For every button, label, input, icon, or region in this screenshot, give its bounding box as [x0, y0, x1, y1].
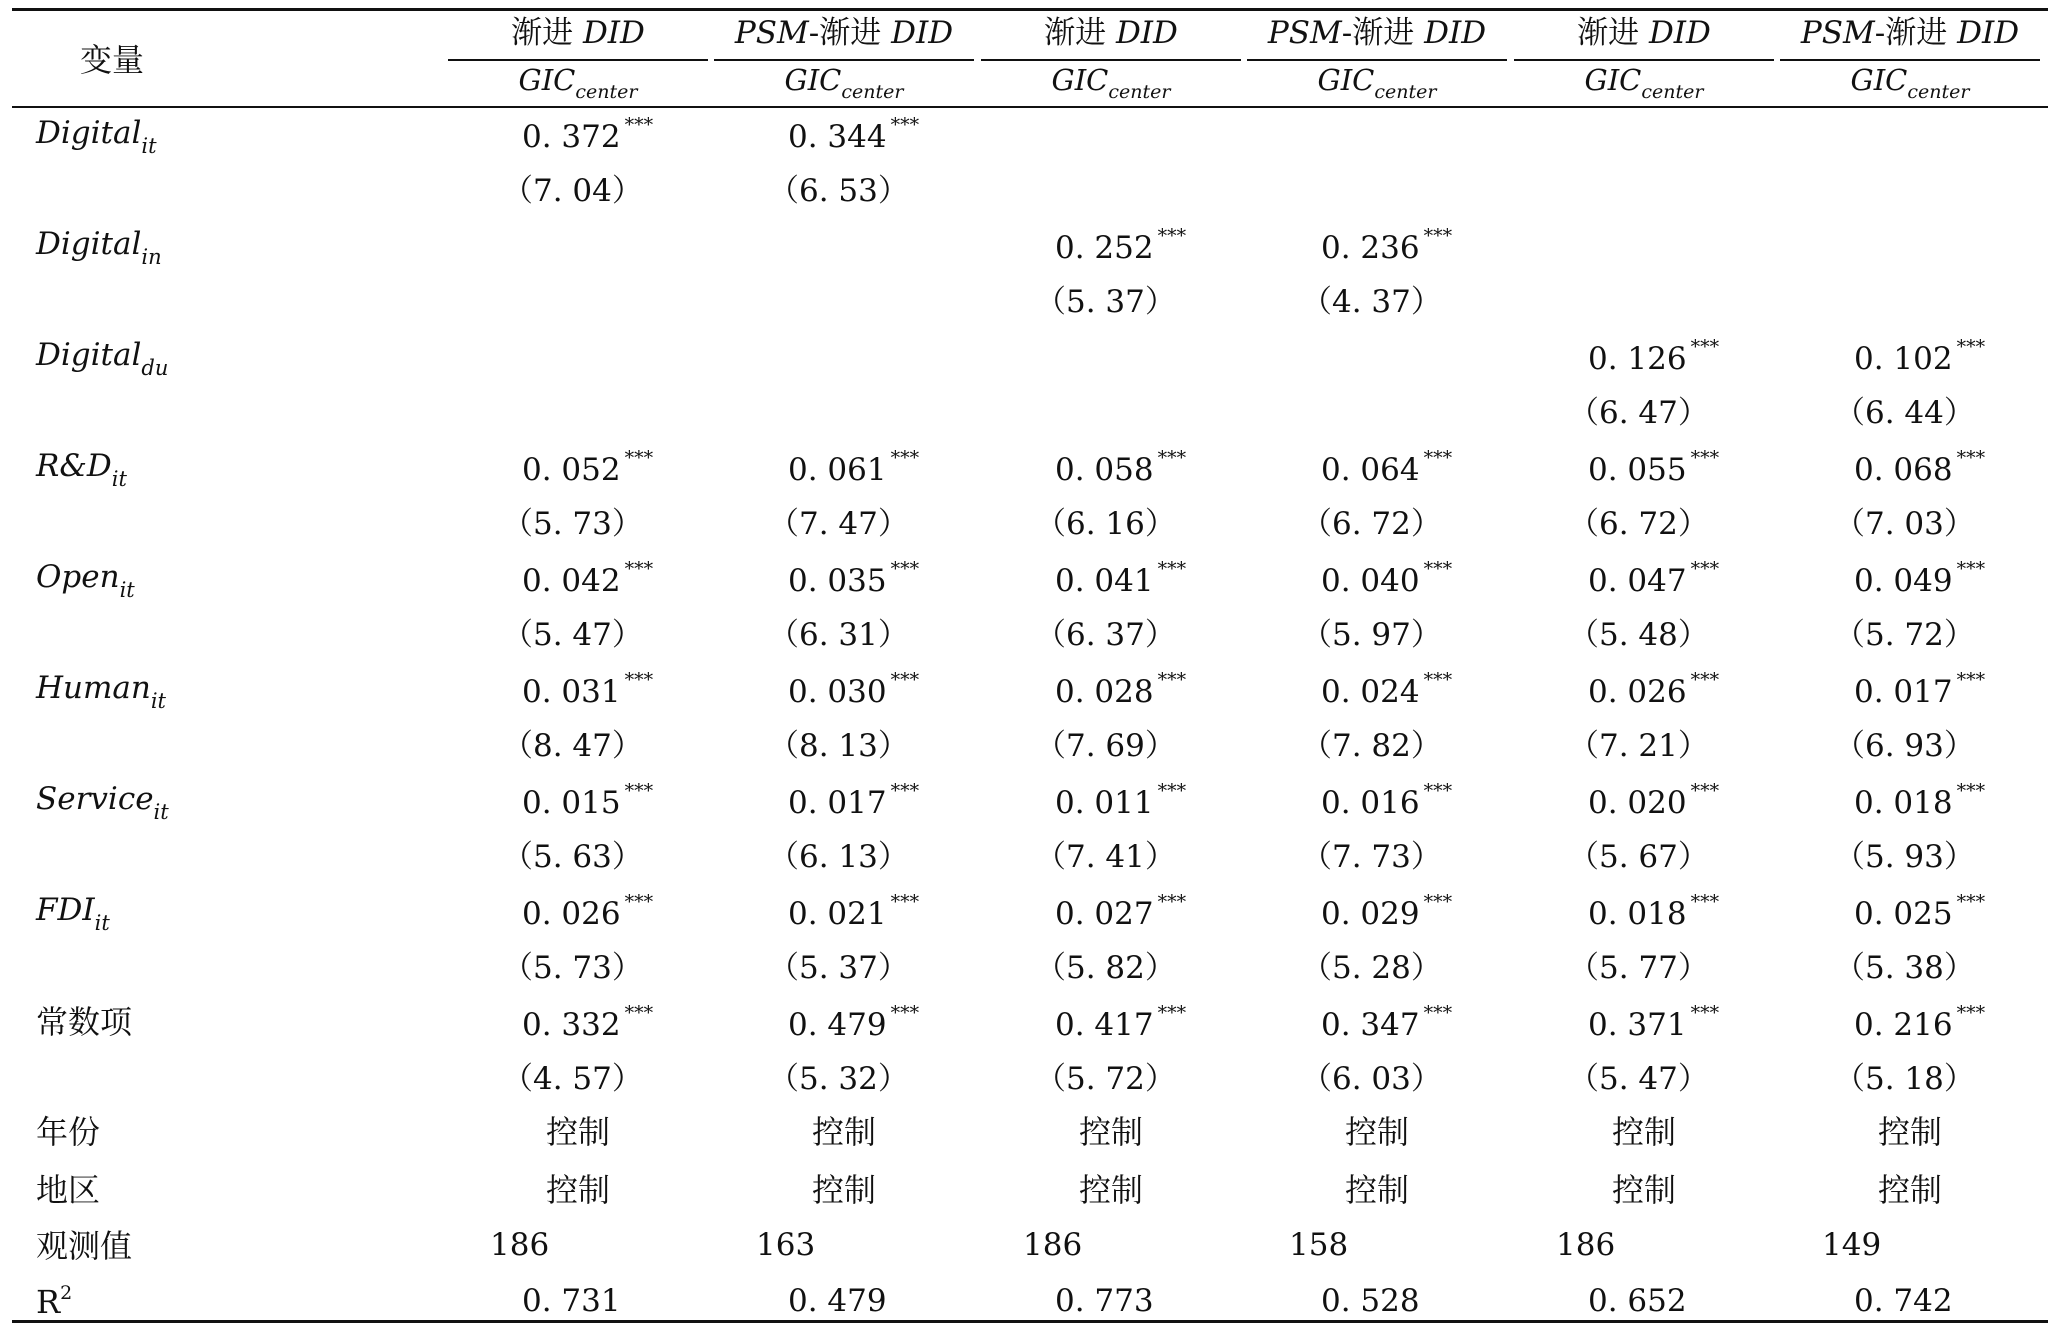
significance-stars: *** — [1956, 558, 1986, 580]
observations-cell: 158 — [1289, 1227, 1349, 1263]
variable-label — [36, 1003, 133, 1041]
coefficient-value: 0. 017 — [788, 785, 887, 821]
coefficient-cell — [522, 780, 654, 821]
t-statistic-cell: （5. 82） — [1035, 950, 1176, 986]
t-statistic-cell: （7. 69） — [1035, 728, 1176, 764]
coefficient-value: 0. 027 — [1055, 896, 1154, 932]
significance-stars: *** — [890, 114, 920, 136]
coefficient-cell — [1055, 225, 1187, 266]
model-name-cn: -渐进 — [808, 15, 892, 51]
coefficient-cell — [1854, 1002, 1986, 1043]
coefficient-cell — [788, 780, 920, 821]
coefficient-value: 0. 016 — [1321, 785, 1420, 821]
model-name-cn: 渐进 — [1044, 15, 1116, 51]
t-statistic-cell: （5. 63） — [502, 839, 643, 875]
coefficient-cell — [1055, 669, 1187, 710]
coefficient-value: 0. 126 — [1588, 341, 1687, 377]
coefficient-cell — [522, 114, 654, 155]
significance-stars: *** — [624, 1002, 654, 1024]
significance-stars: *** — [1157, 447, 1187, 469]
variable-label — [36, 226, 162, 269]
coefficient-value: 0. 017 — [1854, 674, 1953, 710]
coefficient-cell — [1321, 891, 1453, 932]
coefficient-value: 0. 372 — [522, 119, 621, 155]
significance-stars: *** — [1690, 336, 1720, 358]
significance-stars: *** — [1157, 558, 1187, 580]
control-cell: 控制 — [1877, 1113, 1942, 1151]
control-cell: 控制 — [1611, 1113, 1676, 1151]
model-name-cn: -渐进 — [1341, 15, 1425, 51]
dependent-variable-header — [744, 63, 944, 103]
control-label: 地区 — [36, 1171, 101, 1209]
coefficient-value: 0. 018 — [1854, 785, 1953, 821]
coefficient-value: 0. 347 — [1321, 1007, 1420, 1043]
dependent-variable-header — [1810, 63, 2010, 103]
significance-stars: *** — [1956, 447, 1986, 469]
model-name-method: DID — [1957, 15, 2020, 51]
significance-stars: *** — [890, 558, 920, 580]
variable-label — [36, 448, 127, 491]
significance-stars: *** — [1956, 336, 1986, 358]
coefficient-value: 0. 041 — [1055, 563, 1154, 599]
t-statistic-cell: （8. 47） — [502, 728, 643, 764]
model-name-cn: -渐进 — [1874, 15, 1958, 51]
coefficient-cell — [1854, 336, 1986, 377]
significance-stars: *** — [890, 891, 920, 913]
variable-name: Human — [36, 670, 151, 706]
significance-stars: *** — [1690, 447, 1720, 469]
t-statistic-cell: （6. 37） — [1035, 617, 1176, 653]
variable-label — [36, 781, 169, 824]
coefficient-value: 0. 021 — [788, 896, 887, 932]
control-cell: 控制 — [545, 1171, 610, 1209]
variable-name: R&D — [36, 448, 112, 484]
coefficient-value: 0. 018 — [1588, 896, 1687, 932]
coefficient-value: 0. 055 — [1588, 452, 1687, 488]
t-statistic-cell: （5. 72） — [1834, 617, 1975, 653]
t-statistic-cell: （5. 38） — [1834, 950, 1975, 986]
column-group-rule — [1780, 59, 2040, 61]
dependent-variable-name: GIC — [1850, 63, 1908, 97]
t-statistic-cell: （6. 72） — [1301, 506, 1442, 542]
r-squared-cell: 0. 742 — [1854, 1283, 1953, 1319]
t-statistic-cell: （8. 13） — [768, 728, 909, 764]
t-statistic-cell: （7. 47） — [768, 506, 909, 542]
coefficient-cell — [1588, 780, 1720, 821]
coefficient-value: 0. 252 — [1055, 230, 1154, 266]
coefficient-value: 0. 064 — [1321, 452, 1420, 488]
t-statistic-cell: （4. 57） — [502, 1061, 643, 1097]
coefficient-value: 0. 332 — [522, 1007, 621, 1043]
control-cell: 控制 — [545, 1113, 610, 1151]
significance-stars: *** — [890, 669, 920, 691]
variable-column-header: 变量 — [80, 41, 145, 79]
significance-stars: *** — [624, 669, 654, 691]
dependent-variable-name: GIC — [518, 63, 576, 97]
t-statistic-cell: （5. 28） — [1301, 950, 1442, 986]
t-statistic-cell: （5. 77） — [1568, 950, 1709, 986]
significance-stars: *** — [1157, 669, 1187, 691]
coefficient-cell — [1055, 558, 1187, 599]
coefficient-cell — [1854, 558, 1986, 599]
dependent-variable-subscript: center — [1108, 81, 1171, 103]
r-squared-superscript: 2 — [60, 1282, 73, 1304]
dependent-variable-name: GIC — [1317, 63, 1375, 97]
t-statistic-cell: （5. 72） — [1035, 1061, 1176, 1097]
coefficient-value: 0. 042 — [522, 563, 621, 599]
dependent-variable-subscript: center — [841, 81, 904, 103]
variable-name: Digital — [36, 337, 142, 373]
variable-subscript: it — [94, 911, 110, 935]
control-cell: 控制 — [1078, 1113, 1143, 1151]
observations-cell: 186 — [1023, 1227, 1083, 1263]
coefficient-value: 0. 049 — [1854, 563, 1953, 599]
coefficient-value: 0. 236 — [1321, 230, 1420, 266]
coefficient-value: 0. 015 — [522, 785, 621, 821]
t-statistic-cell: （5. 32） — [768, 1061, 909, 1097]
coefficient-cell — [1321, 225, 1453, 266]
coefficient-value: 0. 040 — [1321, 563, 1420, 599]
coefficient-cell — [1854, 669, 1986, 710]
r-squared-cell: 0. 528 — [1321, 1283, 1420, 1319]
coefficient-cell — [1854, 780, 1986, 821]
significance-stars: *** — [1690, 558, 1720, 580]
t-statistic-cell: （7. 21） — [1568, 728, 1709, 764]
coefficient-cell — [1588, 669, 1720, 710]
t-statistic-cell: （5. 93） — [1834, 839, 1975, 875]
significance-stars: *** — [1157, 1002, 1187, 1024]
t-statistic-cell: （6. 03） — [1301, 1061, 1442, 1097]
t-statistic-cell: （4. 37） — [1301, 284, 1442, 320]
t-statistic-cell: （5. 97） — [1301, 617, 1442, 653]
t-statistic-cell: （6. 47） — [1568, 395, 1709, 431]
significance-stars: *** — [890, 780, 920, 802]
model-name-header — [1750, 15, 2048, 51]
coefficient-cell — [522, 669, 654, 710]
significance-stars: *** — [1956, 780, 1986, 802]
variable-name: Open — [36, 559, 120, 595]
significance-stars: *** — [1956, 669, 1986, 691]
t-statistic-cell: （5. 37） — [1035, 284, 1176, 320]
coefficient-value: 0. 024 — [1321, 674, 1420, 710]
control-cell: 控制 — [811, 1171, 876, 1209]
variable-subscript: in — [141, 245, 162, 269]
coefficient-cell — [1321, 669, 1453, 710]
control-label: 年份 — [36, 1113, 101, 1151]
coefficient-value: 0. 047 — [1588, 563, 1687, 599]
top-rule — [12, 8, 2048, 11]
coefficient-value: 0. 371 — [1588, 1007, 1687, 1043]
dependent-variable-subscript: center — [1641, 81, 1704, 103]
coefficient-cell — [1588, 558, 1720, 599]
model-name-method: DID — [1648, 15, 1711, 51]
t-statistic-cell: （5. 67） — [1568, 839, 1709, 875]
coefficient-cell — [1055, 1002, 1187, 1043]
coefficient-cell — [1588, 447, 1720, 488]
significance-stars: *** — [1956, 1002, 1986, 1024]
variable-name: 常数项 — [36, 1003, 133, 1041]
coefficient-cell — [1854, 447, 1986, 488]
observations-cell: 163 — [756, 1227, 816, 1263]
coefficient-value: 0. 030 — [788, 674, 887, 710]
variable-name: FDI — [36, 892, 95, 928]
coefficient-value: 0. 035 — [788, 563, 887, 599]
significance-stars: *** — [624, 114, 654, 136]
column-group-rule — [448, 59, 708, 61]
coefficient-cell — [788, 558, 920, 599]
t-statistic-cell: （7. 03） — [1834, 506, 1975, 542]
coefficient-value: 0. 028 — [1055, 674, 1154, 710]
dependent-variable-name: GIC — [1051, 63, 1109, 97]
t-statistic-cell: （5. 48） — [1568, 617, 1709, 653]
significance-stars: *** — [1423, 669, 1453, 691]
variable-subscript: it — [150, 689, 166, 713]
dependent-variable-subscript: center — [1374, 81, 1437, 103]
coefficient-cell — [788, 114, 920, 155]
r-squared-cell: 0. 773 — [1055, 1283, 1154, 1319]
coefficient-value: 0. 417 — [1055, 1007, 1154, 1043]
control-cell: 控制 — [1344, 1171, 1409, 1209]
significance-stars: *** — [1157, 780, 1187, 802]
model-name-cn: 渐进 — [1577, 15, 1649, 51]
coefficient-cell — [1321, 558, 1453, 599]
model-name-cn: 渐进 — [511, 15, 583, 51]
control-cell: 控制 — [1344, 1113, 1409, 1151]
t-statistic-cell: （5. 47） — [502, 617, 643, 653]
coefficient-value: 0. 020 — [1588, 785, 1687, 821]
variable-subscript: it — [119, 578, 135, 602]
dependent-variable-header — [1011, 63, 1211, 103]
coefficient-value: 0. 479 — [788, 1007, 887, 1043]
dependent-variable-subscript: center — [1907, 81, 1970, 103]
t-statistic-cell: （6. 31） — [768, 617, 909, 653]
coefficient-cell — [522, 891, 654, 932]
coefficient-cell — [1055, 891, 1187, 932]
variable-name: Digital — [36, 115, 142, 151]
dependent-variable-header — [1544, 63, 1744, 103]
regression-table — [12, 0, 2048, 1328]
coefficient-value: 0. 061 — [788, 452, 887, 488]
coefficient-cell — [1055, 780, 1187, 821]
t-statistic-cell: （5. 73） — [502, 950, 643, 986]
significance-stars: *** — [890, 447, 920, 469]
variable-label — [36, 559, 135, 602]
coefficient-value: 0. 216 — [1854, 1007, 1953, 1043]
coefficient-cell — [1055, 447, 1187, 488]
coefficient-cell — [1854, 891, 1986, 932]
t-statistic-cell: （5. 47） — [1568, 1061, 1709, 1097]
model-name-method: DID — [891, 15, 954, 51]
coefficient-value: 0. 029 — [1321, 896, 1420, 932]
significance-stars: *** — [624, 447, 654, 469]
t-statistic-cell: （6. 16） — [1035, 506, 1176, 542]
coefficient-cell — [1588, 891, 1720, 932]
variable-label — [36, 892, 110, 935]
variable-subscript: it — [153, 800, 169, 824]
variable-label — [36, 670, 166, 713]
r-squared-cell: 0. 731 — [522, 1283, 621, 1319]
coefficient-value: 0. 026 — [522, 896, 621, 932]
t-statistic-cell: （7. 41） — [1035, 839, 1176, 875]
coefficient-cell — [1321, 780, 1453, 821]
coefficient-cell — [1588, 1002, 1720, 1043]
control-cell: 控制 — [1611, 1171, 1676, 1209]
dependent-variable-name: GIC — [1584, 63, 1642, 97]
column-group-rule — [714, 59, 974, 61]
dependent-variable-header — [1277, 63, 1477, 103]
significance-stars: *** — [1690, 891, 1720, 913]
coefficient-value: 0. 344 — [788, 119, 887, 155]
coefficient-value: 0. 011 — [1055, 785, 1154, 821]
coefficient-cell — [522, 447, 654, 488]
coefficient-value: 0. 031 — [522, 674, 621, 710]
coefficient-cell — [1321, 447, 1453, 488]
significance-stars: *** — [624, 891, 654, 913]
observations-cell: 149 — [1822, 1227, 1882, 1263]
variable-name: Digital — [36, 226, 142, 262]
r-squared-name: R — [36, 1283, 61, 1321]
significance-stars: *** — [1423, 1002, 1453, 1024]
observations-label: 观测值 — [36, 1227, 133, 1265]
significance-stars: *** — [1956, 891, 1986, 913]
variable-subscript: it — [111, 467, 127, 491]
t-statistic-cell: （6. 53） — [768, 173, 909, 209]
significance-stars: *** — [1690, 1002, 1720, 1024]
coefficient-value: 0. 102 — [1854, 341, 1953, 377]
model-prefix: PSM — [1800, 15, 1875, 51]
control-cell: 控制 — [811, 1113, 876, 1151]
column-group-rule — [981, 59, 1241, 61]
bottom-rule — [12, 1320, 2048, 1323]
t-statistic-cell: （5. 37） — [768, 950, 909, 986]
significance-stars: *** — [1423, 447, 1453, 469]
significance-stars: *** — [1157, 891, 1187, 913]
r-squared-label — [36, 1282, 73, 1321]
coefficient-cell — [1321, 1002, 1453, 1043]
model-name-method: DID — [1115, 15, 1178, 51]
header-bottom-rule — [12, 106, 2048, 108]
significance-stars: *** — [1690, 780, 1720, 802]
variable-label — [36, 337, 169, 380]
model-name-method: DID — [582, 15, 645, 51]
r-squared-cell: 0. 479 — [788, 1283, 887, 1319]
variable-subscript: it — [141, 134, 157, 158]
significance-stars: *** — [890, 1002, 920, 1024]
dependent-variable-name: GIC — [784, 63, 842, 97]
significance-stars: *** — [1690, 669, 1720, 691]
column-group-rule — [1514, 59, 1774, 61]
coefficient-value: 0. 026 — [1588, 674, 1687, 710]
coefficient-cell — [788, 1002, 920, 1043]
significance-stars: *** — [1423, 558, 1453, 580]
coefficient-value: 0. 068 — [1854, 452, 1953, 488]
observations-cell: 186 — [1556, 1227, 1616, 1263]
t-statistic-cell: （7. 04） — [502, 173, 643, 209]
variable-name: Service — [36, 781, 154, 817]
dependent-variable-subscript: center — [575, 81, 638, 103]
variable-label — [36, 115, 157, 158]
significance-stars: *** — [1423, 225, 1453, 247]
model-name-method: DID — [1424, 15, 1487, 51]
coefficient-cell — [788, 669, 920, 710]
coefficient-cell — [522, 1002, 654, 1043]
dependent-variable-header — [478, 63, 678, 103]
t-statistic-cell: （6. 44） — [1834, 395, 1975, 431]
coefficient-cell — [1588, 336, 1720, 377]
coefficient-cell — [788, 891, 920, 932]
r-squared-cell: 0. 652 — [1588, 1283, 1687, 1319]
t-statistic-cell: （5. 18） — [1834, 1061, 1975, 1097]
significance-stars: *** — [624, 558, 654, 580]
t-statistic-cell: （7. 73） — [1301, 839, 1442, 875]
model-prefix: PSM — [1267, 15, 1342, 51]
t-statistic-cell: （5. 73） — [502, 506, 643, 542]
significance-stars: *** — [1423, 780, 1453, 802]
significance-stars: *** — [1423, 891, 1453, 913]
t-statistic-cell: （7. 82） — [1301, 728, 1442, 764]
coefficient-value: 0. 058 — [1055, 452, 1154, 488]
t-statistic-cell: （6. 13） — [768, 839, 909, 875]
significance-stars: *** — [624, 780, 654, 802]
control-cell: 控制 — [1078, 1171, 1143, 1209]
control-cell: 控制 — [1877, 1171, 1942, 1209]
variable-subscript: du — [141, 356, 169, 380]
observations-cell: 186 — [490, 1227, 550, 1263]
t-statistic-cell: （6. 93） — [1834, 728, 1975, 764]
t-statistic-cell: （6. 72） — [1568, 506, 1709, 542]
coefficient-value: 0. 025 — [1854, 896, 1953, 932]
model-prefix: PSM — [734, 15, 809, 51]
coefficient-cell — [522, 558, 654, 599]
coefficient-cell — [788, 447, 920, 488]
column-group-rule — [1247, 59, 1507, 61]
coefficient-value: 0. 052 — [522, 452, 621, 488]
significance-stars: *** — [1157, 225, 1187, 247]
